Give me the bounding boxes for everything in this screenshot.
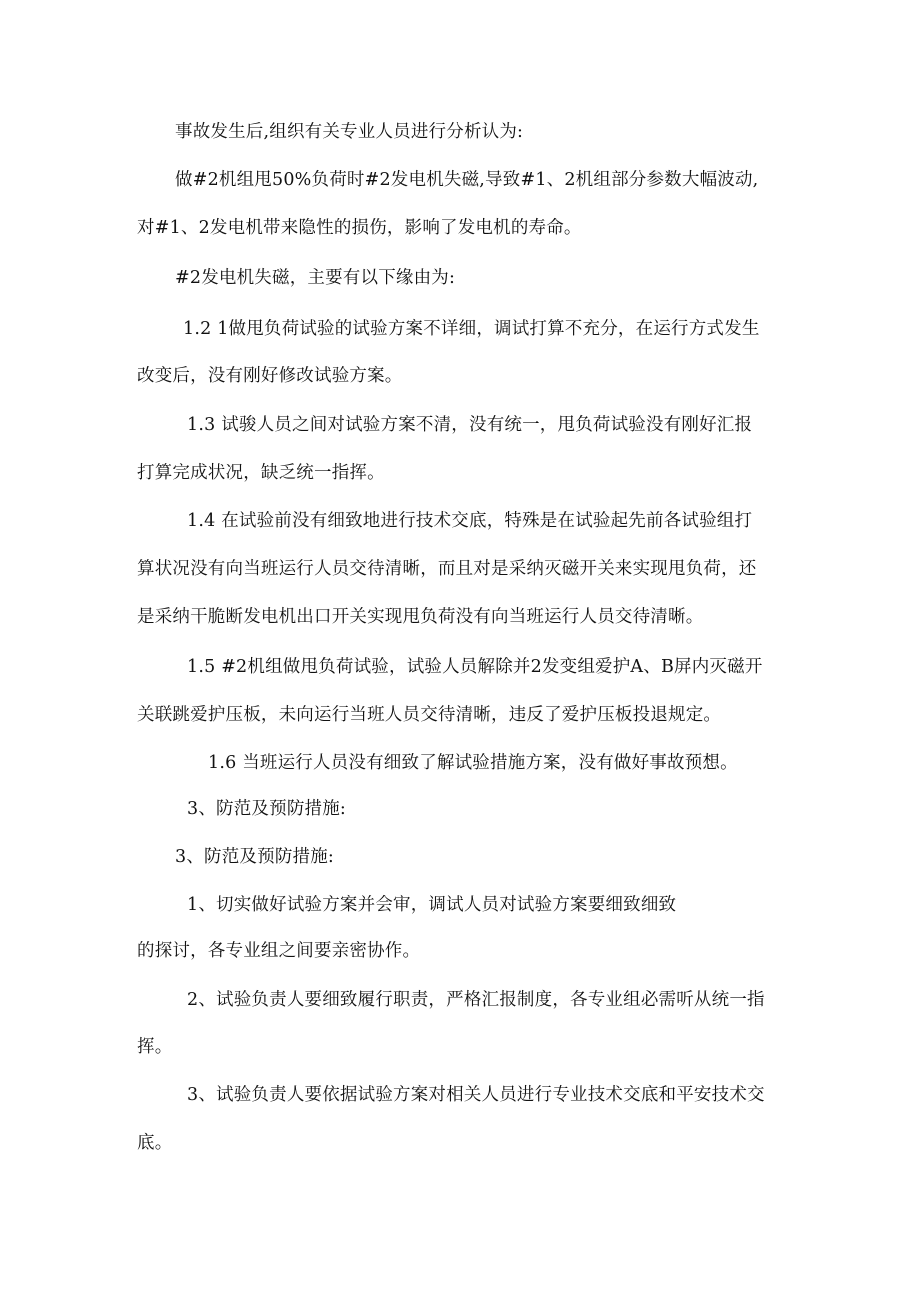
text-line-20: 挥。 — [137, 1037, 173, 1057]
text-line-19: 2、试验负责人要细致履行职责，严格汇报制度，各专业组必需听从统一指 — [187, 990, 765, 1010]
text-line-18: 的探讨，各专业组之间要亲密协作。 — [137, 941, 421, 961]
text-line-22: 底。 — [137, 1133, 173, 1153]
text-line-21: 3、试验负责人要依据试验方案对相关人员进行专业技术交底和平安技术交 — [187, 1085, 765, 1105]
text-line-1: 事故发生后,组织有关专业人员进行分析认为: — [175, 122, 524, 142]
text-line-4: #2发电机失磁，主要有以下缘由为: — [175, 268, 456, 288]
text-line-9: 1.4 在试验前没有细致地进行技术交底，特殊是在试验起先前各试验组打 — [187, 511, 753, 531]
text-line-16: 3、防范及预防措施: — [175, 847, 335, 867]
text-line-7: 1.3 试骏人员之间对试验方案不清，没有统一，甩负荷试验没有刚好汇报 — [187, 415, 753, 435]
text-line-13: 关联跳爱护压板，未向运行当班人员交待清晰，违反了爱护压板投退规定。 — [137, 705, 722, 725]
text-line-3: 对#1、2发电机带来隐性的损伤，影响了发电机的寿命。 — [137, 218, 582, 238]
text-line-6: 改变后，没有刚好修改试验方案。 — [137, 366, 403, 386]
text-line-12: 1.5 #2机组做甩负荷试验，试验人员解除并2发变组爱护A、B屏内灭磁开 — [187, 657, 763, 677]
text-line-14: 1.6 当班运行人员没有细致了解试验措施方案，没有做好事故预想。 — [208, 753, 738, 773]
text-line-15: 3、防范及预防措施: — [187, 799, 347, 819]
text-line-2: 做#2机组甩50%负荷时#2发电机失磁,导致#1、2机组部分参数大幅波动, — [175, 170, 759, 190]
text-line-5: 1.2 1做甩负荷试验的试验方案不详细，调试打算不充分，在运行方式发生 — [183, 319, 760, 339]
text-line-11: 是采纳干脆断发电机出口开关实现甩负荷没有向当班运行人员交待清晰。 — [137, 607, 704, 627]
text-line-8: 打算完成状况，缺乏统一指挥。 — [137, 463, 385, 483]
text-line-10: 算状况没有向当班运行人员交待清晰，而且对是采纳灭磁开关来实现甩负荷，还 — [137, 559, 757, 579]
text-line-17: 1、切实做好试验方案并会审，调试人员对试验方案要细致细致 — [187, 895, 677, 915]
